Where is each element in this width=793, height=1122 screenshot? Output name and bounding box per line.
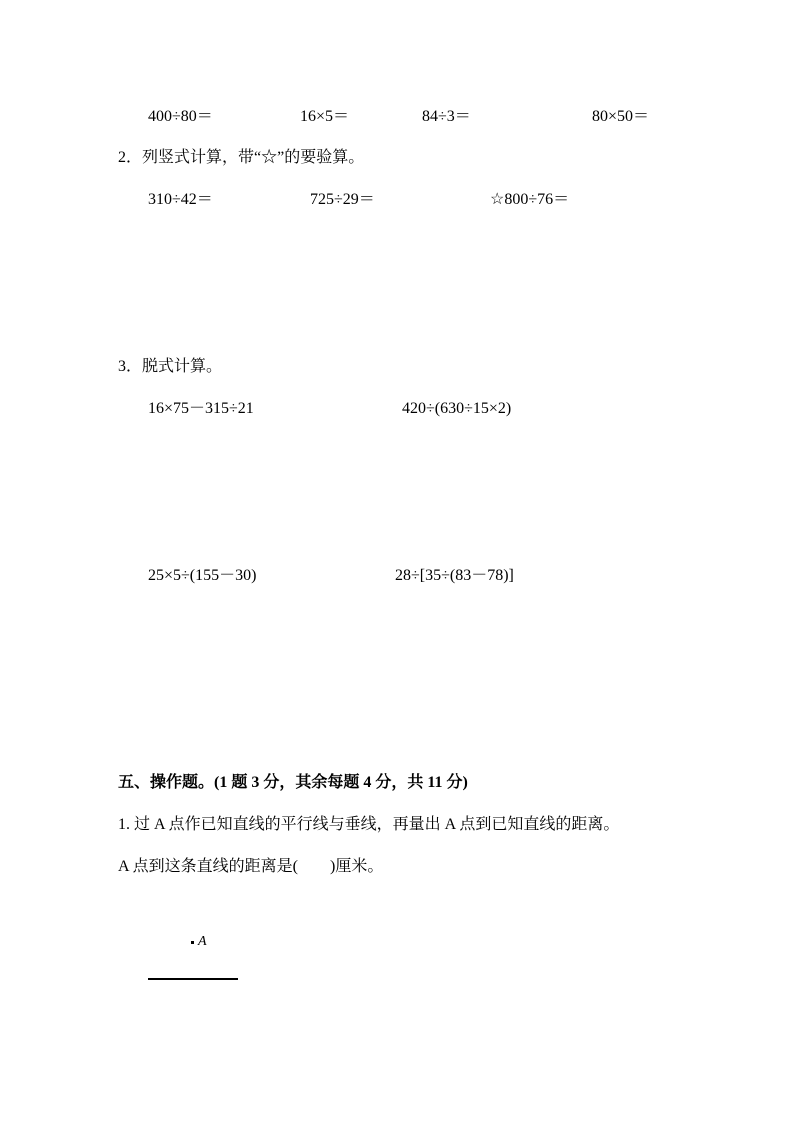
oral-calc-item: 84÷3＝: [422, 108, 471, 125]
question-3-title: 3．脱式计算。: [118, 358, 223, 375]
question-2-title: 2．列竖式计算，带“☆”的要验算。: [118, 149, 365, 166]
given-straight-line: [148, 978, 238, 980]
step-calc-item: 25×5÷(155－30): [148, 567, 257, 584]
point-a-label: A: [198, 934, 207, 949]
distance-answer-line: A 点到这条直线的距离是( )厘米。: [118, 858, 384, 875]
vertical-calc-item: 725÷29＝: [310, 191, 375, 208]
vertical-calc-item: 310÷42＝: [148, 191, 213, 208]
step-calc-item: 16×75－315÷21: [148, 400, 254, 417]
oral-calc-item: 80×50＝: [592, 108, 650, 125]
vertical-calc-item: ☆800÷76＝: [490, 191, 570, 208]
step-calc-item: 28÷[35÷(83－78)]: [395, 567, 514, 584]
point-a-dot: [191, 941, 194, 944]
section-5-heading: 五、操作题。(1 题 3 分，其余每题 4 分，共 11 分): [118, 774, 468, 791]
oral-calc-item: 400÷80＝: [148, 108, 213, 125]
oral-calc-item: 16×5＝: [300, 108, 350, 125]
step-calc-item: 420÷(630÷15×2): [402, 400, 512, 417]
section-5-question-1: 1. 过 A 点作已知直线的平行线与垂线，再量出 A 点到已知直线的距离。: [118, 816, 620, 833]
